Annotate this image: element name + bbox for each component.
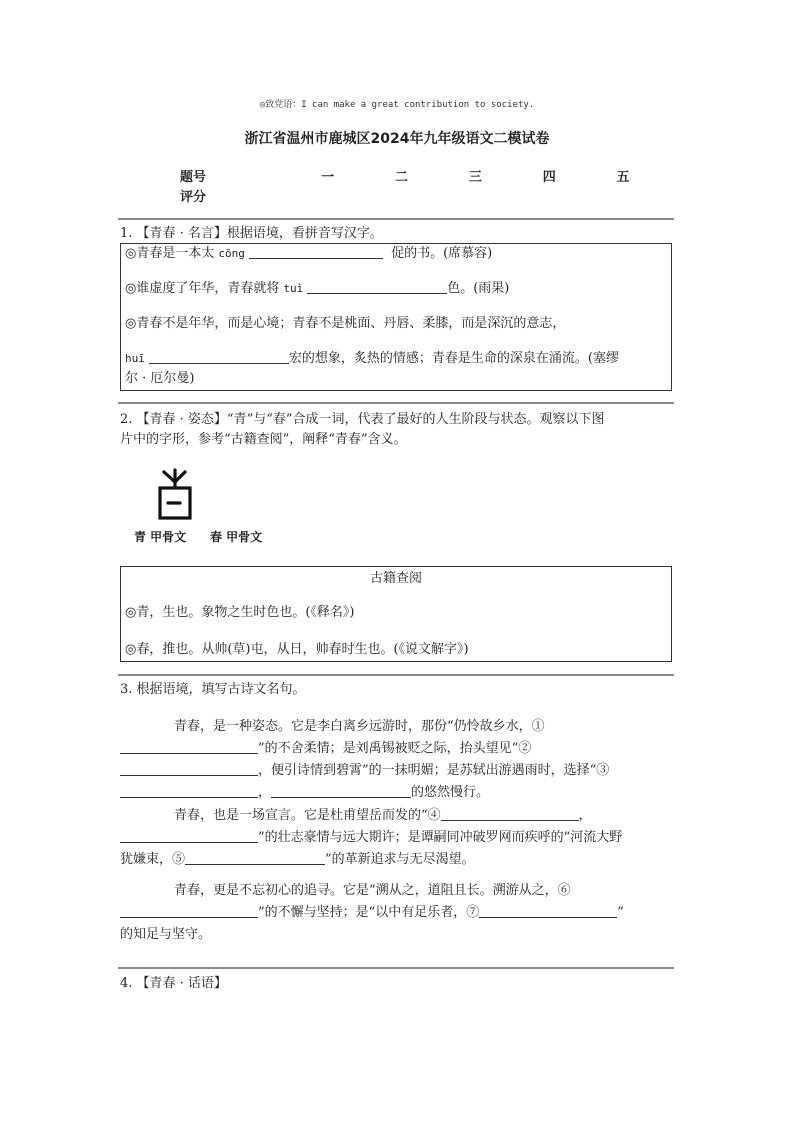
divider [118, 402, 674, 404]
q3-paragraph-1: 青春，是一种姿态。它是李白离乡远游时，那份“仍怜故乡水，① ”的不舍柔情；是刘禹锡被贬之际，抬头望见“② ，便引诗情到碧霄”的一抹明媚；是苏轼出游遇雨时，选择“③ ， 的悠然慢行。 [120, 716, 672, 804]
score-row-number [180, 165, 660, 185]
answer-blank-5[interactable] [185, 850, 325, 865]
box-line-2: ◎春，推也。从帅(草)屯，从日，帅春时生也。(《说文解字》) [125, 642, 469, 657]
gujichayue-box [120, 566, 672, 662]
box-line-1: ◎青，生也。象物之生时色也。(《释名》) [125, 605, 355, 620]
score-col-3: 三 [468, 169, 482, 185]
answer-blank-cong[interactable] [249, 244, 383, 259]
score-row-label: 题号 [180, 169, 207, 185]
score-row-label: 评分 [180, 189, 207, 205]
q2-heading-2: 片中的字形，参考“古籍查阅”，阐释“青春”含义。 [120, 432, 407, 447]
answer-blank-4[interactable] [441, 806, 579, 821]
score-col-4: 四 [542, 169, 556, 185]
q3-paragraph-3: 青春，更是不忘初心的追寻。它是“溯从之，道阻且长。溯游从之，⑥ ”的不懈与坚持；是“以中有足乐者，⑦ ” 的知足与坚守。 [120, 883, 624, 942]
q1-line-3: ◎青春不是年华，而是心境；青春不是桃面、丹唇、柔膝，而是深沉的意志， [125, 316, 566, 331]
answer-blank-2[interactable] [120, 761, 258, 776]
q3-heading: 3. 根据语境，填写古诗文名句。 [120, 682, 306, 697]
divider [118, 674, 674, 676]
pinyin-cong: cōng [218, 247, 245, 260]
caption-qing: 青 甲骨文 [134, 530, 187, 544]
divider [118, 967, 674, 969]
q1-line-1: ◎青春是一本太 cōng 促的书。(席慕容) [125, 246, 493, 261]
qing-oracle-icon [144, 466, 214, 526]
q1-line-2: ◎谁虚度了年华，青春就将 tuì 色。(雨果) [125, 281, 510, 296]
q1-line-4: huī 宏的想象，炙热的情感；青春是生命的深泉在涌流。(塞缪 [125, 351, 619, 366]
answer-blank-hui[interactable] [149, 349, 289, 364]
answer-blank-tui[interactable] [307, 279, 447, 294]
box-title: 古籍查阅 [369, 571, 422, 586]
q1-line-5: 尔 · 厄尔曼) [125, 371, 195, 386]
q1-box [120, 243, 672, 391]
q2-heading-1: 2. 【青春 · 姿态】“青”与“春”合成一词，代表了最好的人生阶段与状态。观察以下图 [120, 412, 605, 427]
score-col-5: 五 [616, 169, 630, 185]
answer-blank-3a[interactable] [120, 783, 258, 798]
oracle-glyphs [130, 466, 290, 546]
divider [118, 218, 674, 220]
q3-paragraph-2: 青春，也是一场宣言。它是杜甫望岳而发的“④ ， ”的壮志豪情与远大期许；是谭嗣同冲破罗网而疾呼的“河流大野 犹嫌束，⑤ ”的革新追求与无尽渴望。 [120, 808, 623, 867]
motto-line: ◎致党语：I can make a great contribution to society. [259, 100, 535, 110]
answer-blank-7[interactable] [479, 903, 617, 918]
score-row-grade [180, 185, 660, 205]
score-col-2: 二 [395, 169, 409, 185]
q4-heading: 4. 【青春 · 话语】 [120, 976, 227, 991]
answer-blank-1[interactable] [120, 739, 258, 754]
q1-heading: 1. 【青春 · 名言】根据语境，看拼音写汉字。 [120, 226, 383, 241]
answer-blank-3b[interactable] [271, 783, 411, 798]
exam-title: 浙江省温州市鹿城区2024年九年级语文二模试卷 [244, 131, 550, 147]
score-col-1: 一 [321, 169, 335, 185]
caption-chun: 春 甲骨文 [210, 530, 263, 544]
answer-blank-4b[interactable] [120, 828, 258, 843]
score-table [180, 165, 660, 205]
pinyin-hui: huī [125, 352, 145, 365]
pinyin-tui: tuì [283, 282, 304, 295]
answer-blank-6[interactable] [120, 903, 258, 918]
